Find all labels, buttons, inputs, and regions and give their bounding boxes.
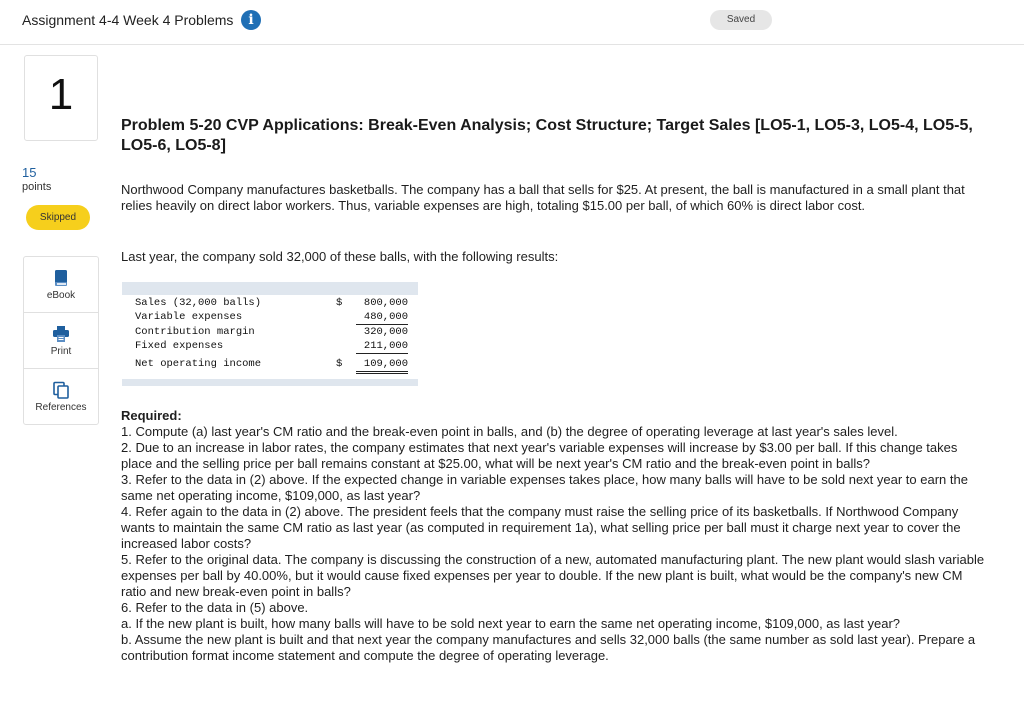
question-number: 1: [48, 70, 74, 119]
saved-status-badge: Saved: [710, 10, 772, 30]
underline: [356, 324, 408, 325]
problem-intro: Northwood Company manufactures basketballs. The company has a ball that sells for $25. At present, the ball is manufactured in a small plant that relies heavily on direct labor workers. Thus, variable expenses are high, totaling $15.00 per ball, of which 60% is direct labor cost.: [121, 182, 965, 213]
required-item: 5. Refer to the original data. The company is discussing the construction of a new, automated manufacturing plant. The new plant would slash variable expenses per ball by 40.00%, but it would cause fixed expenses per year to double. If the new plant is built, what would be the company's new CM ratio and new break-even point in balls?: [121, 552, 985, 599]
underline: [356, 353, 408, 354]
last-year-text: Last year, the company sold 32,000 of these balls, with the following results:: [121, 249, 559, 264]
table-row: [122, 297, 418, 311]
required-item: b. Assume the new plant is built and that next year the company manufactures and sells 32,000 balls (the same number as sold last year). Prepare a contribution format income statement and compute the degree of operating leverage.: [121, 632, 976, 663]
references-icon: [52, 381, 70, 399]
row-label: Variable expenses: [135, 311, 243, 323]
income-statement-table: [122, 282, 418, 386]
required-item: 2. Due to an increase in labor rates, the company estimates that next year's variable expenses will increase by $3.00 per ball. If this change takes place and the selling price per ball remains constant at $25.00, what will be next year's CM ratio and the break-even point in balls?: [121, 440, 958, 471]
row-label: Sales (32,000 balls): [135, 297, 262, 309]
table-row: [122, 326, 418, 340]
table-row: [122, 311, 418, 325]
problem-title: Problem 5-20 CVP Applications: Break-Even Analysis; Cost Structure; Target Sales [LO5-1, LO5-3, LO5-4, LO5-5, LO5-6, LO5-8]: [121, 117, 973, 154]
row-label: Net operating income: [135, 358, 262, 370]
required-item: a. If the new plant is built, how many balls will have to be sold next year to earn the same net operating income, $109,000, as last year?: [121, 616, 901, 631]
required-section: [121, 408, 991, 664]
row-amount: 211,000: [363, 340, 408, 352]
points-value: 15: [22, 165, 37, 180]
assignment-title: Assignment 4-4 Week 4 Problems: [22, 12, 234, 28]
required-item: 6. Refer to the data in (5) above.: [121, 600, 309, 615]
row-label: Fixed expenses: [135, 340, 224, 352]
skipped-status-badge: Skipped: [26, 205, 90, 230]
table-row: [122, 358, 418, 372]
print-button[interactable]: [24, 313, 98, 369]
table-row: [122, 340, 418, 354]
top-bar: [0, 0, 1024, 45]
question-number-box: [24, 55, 98, 141]
table-footer-band: [122, 379, 418, 386]
book-icon: [52, 269, 70, 287]
references-label: References: [35, 402, 87, 413]
row-amount: 109,000: [363, 358, 408, 370]
print-label: Print: [50, 346, 72, 357]
info-icon[interactable]: i: [241, 10, 261, 30]
double-underline-bottom: [356, 373, 408, 374]
row-label: Contribution margin: [135, 326, 255, 338]
ebook-label: eBook: [46, 290, 76, 301]
required-heading: Required:: [121, 408, 182, 423]
row-amount: 320,000: [363, 326, 408, 338]
row-amount: 480,000: [363, 311, 408, 323]
points-label: points: [22, 181, 52, 193]
table-header-band: [122, 282, 418, 295]
required-item: 1. Compute (a) last year's CM ratio and the break-even point in balls, and (b) the degree of operating leverage at last year's sales level.: [121, 424, 898, 439]
row-currency: $: [336, 297, 343, 309]
printer-icon: [52, 325, 70, 343]
tools-panel: [23, 256, 99, 425]
required-item: 3. Refer to the data in (2) above. If the expected change in variable expenses takes place, how many balls will have to be sold next year to earn the same net operating income, $109,000, as last year?: [121, 472, 968, 503]
ebook-button[interactable]: [24, 257, 98, 313]
row-amount: 800,000: [363, 297, 408, 309]
row-currency: $: [336, 358, 343, 370]
double-underline-top: [356, 371, 408, 372]
required-item: 4. Refer again to the data in (2) above. The president feels that the company must raise the selling price of its basketballs. If Northwood Company wants to maintain the same CM ratio as last year (as computed in requirement 1a), what selling price per ball must it charge next year to cover the increased labor costs?: [121, 504, 961, 551]
references-button[interactable]: [24, 369, 98, 424]
